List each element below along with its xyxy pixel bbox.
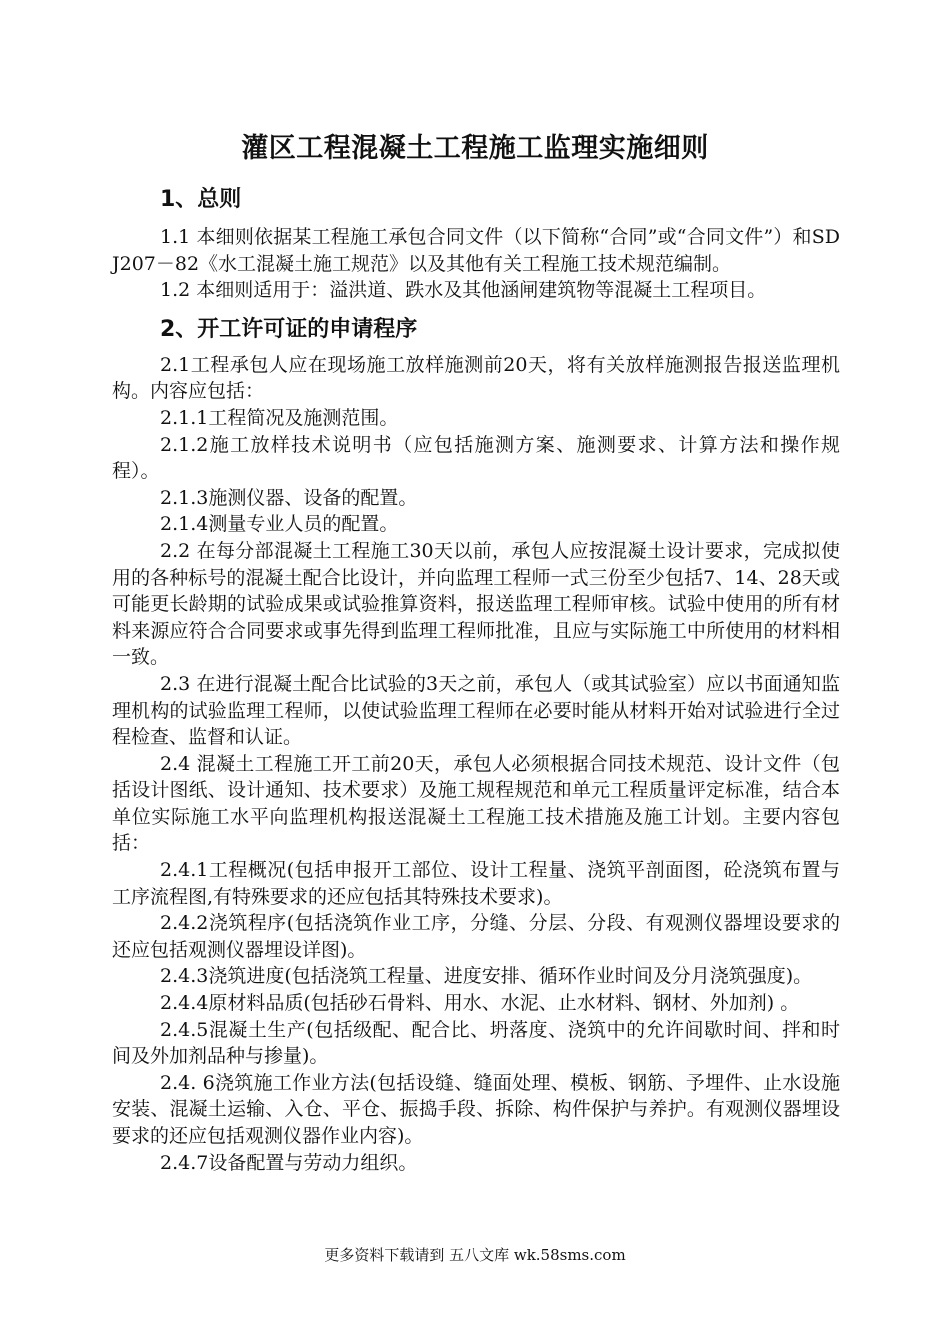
paragraph: 2.3 在进行混凝土配合比试验的3天之前，承包人（或其试验室）应以书面通知监理机构的试验监理工程师，以使试验监理工程师在必要时能从材料开始对试验进行全过程检查、监督和认证。 — [112, 672, 840, 749]
paragraph: 2.4.7设备配置与劳动力组织。 — [160, 1151, 418, 1174]
page-footer: 更多资料下载请到 五八文库 wk.58sms.com — [324, 1246, 626, 1264]
document-title: 灌区工程混凝土工程施工监理实施细则 — [241, 133, 709, 164]
section-heading-general: 1、总则 — [160, 187, 242, 212]
paragraph: 2.1工程承包人应在现场施工放样施测前20天，将有关放样施测报告报送监理机构。内容应包括： — [112, 353, 840, 403]
section-heading-permit-procedure: 2、开工许可证的申请程序 — [160, 316, 418, 342]
paragraph: 2.4.4原材料品质(包括砂石骨料、用水、水泥、止水材料、钢材、外加剂) 。 — [160, 992, 800, 1015]
paragraph: 2.1.4测量专业人员的配置。 — [160, 513, 399, 536]
paragraph: 2.4. 6浇筑施工作业方法(包括设缝、缝面处理、模板、钢筋、予埋件、止水设施安装、混凝土运输、入仓、平仓、振捣手段、拆除、构件保护与养护。有观测仪器埋设要求的还应包括观测仪器作业内容)。 — [112, 1071, 840, 1147]
paragraph: 1.2 本细则适用于：溢洪道、跌水及其他涵闸建筑物等混凝土工程项目。 — [160, 279, 767, 302]
paragraph: 2.4.2浇筑程序(包括浇筑作业工序，分缝、分层、分段、有观测仪器埋设要求的还应包括观测仪器埋设详图)。 — [112, 912, 840, 961]
paragraph: 2.1.3施测仪器、设备的配置。 — [160, 486, 418, 509]
paragraph: 1.1 本细则依据某工程施工承包合同文件（以下简称“合同”或“合同文件”）和SDJ207－82《水工混凝土施工规范》以及其他有关工程施工技术规范编制。 — [112, 226, 840, 275]
document-body — [112, 180, 840, 1176]
paragraph: 2.4.3浇筑进度(包括浇筑工程量、进度安排、循环作业时间及分月浇筑强度)。 — [160, 965, 813, 988]
paragraph: 2.4.5混凝土生产(包括级配、配合比、坍落度、浇筑中的允许间歇时间、拌和时间及外加剂品种与掺量)。 — [112, 1018, 840, 1068]
paragraph: 2.1.2施工放样技术说明书（应包括施测方案、施测要求、计算方法和操作规程）。 — [112, 433, 840, 483]
paragraph: 2.2 在每分部混凝土工程施工30天以前，承包人应按混凝土设计要求，完成拟使用的各种标号的混凝土配合比设计，并向监理工程师一式三份至少包括7、14、28天或可能更长龄期的试验成果或试验推算资料，报送监理工程师审核。试验中使用的所有材料来源应符合合同要求或事先得到监理工程师批准，且应与实际施工中所使用的材料相一致。 — [112, 539, 840, 669]
paragraph: 2.4 混凝土工程施工开工前20天，承包人必须根据合同技术规范、设计文件（包括设计图纸、设计通知、技术要求）及施工规程规范和单元工程质量评定标准，结合本单位实际施工水平向监理机构报送混凝土工程施工技术措施及施工计划。主要内容包括： — [112, 752, 840, 855]
paragraph: 2.4.1工程概况(包括申报开工部位、设计工程量、浇筑平剖面图，砼浇筑布置与工序流程图,有特殊要求的还应包括其特殊技术要求)。 — [112, 859, 840, 908]
paragraph: 2.1.1工程简况及施测范围。 — [160, 406, 399, 429]
